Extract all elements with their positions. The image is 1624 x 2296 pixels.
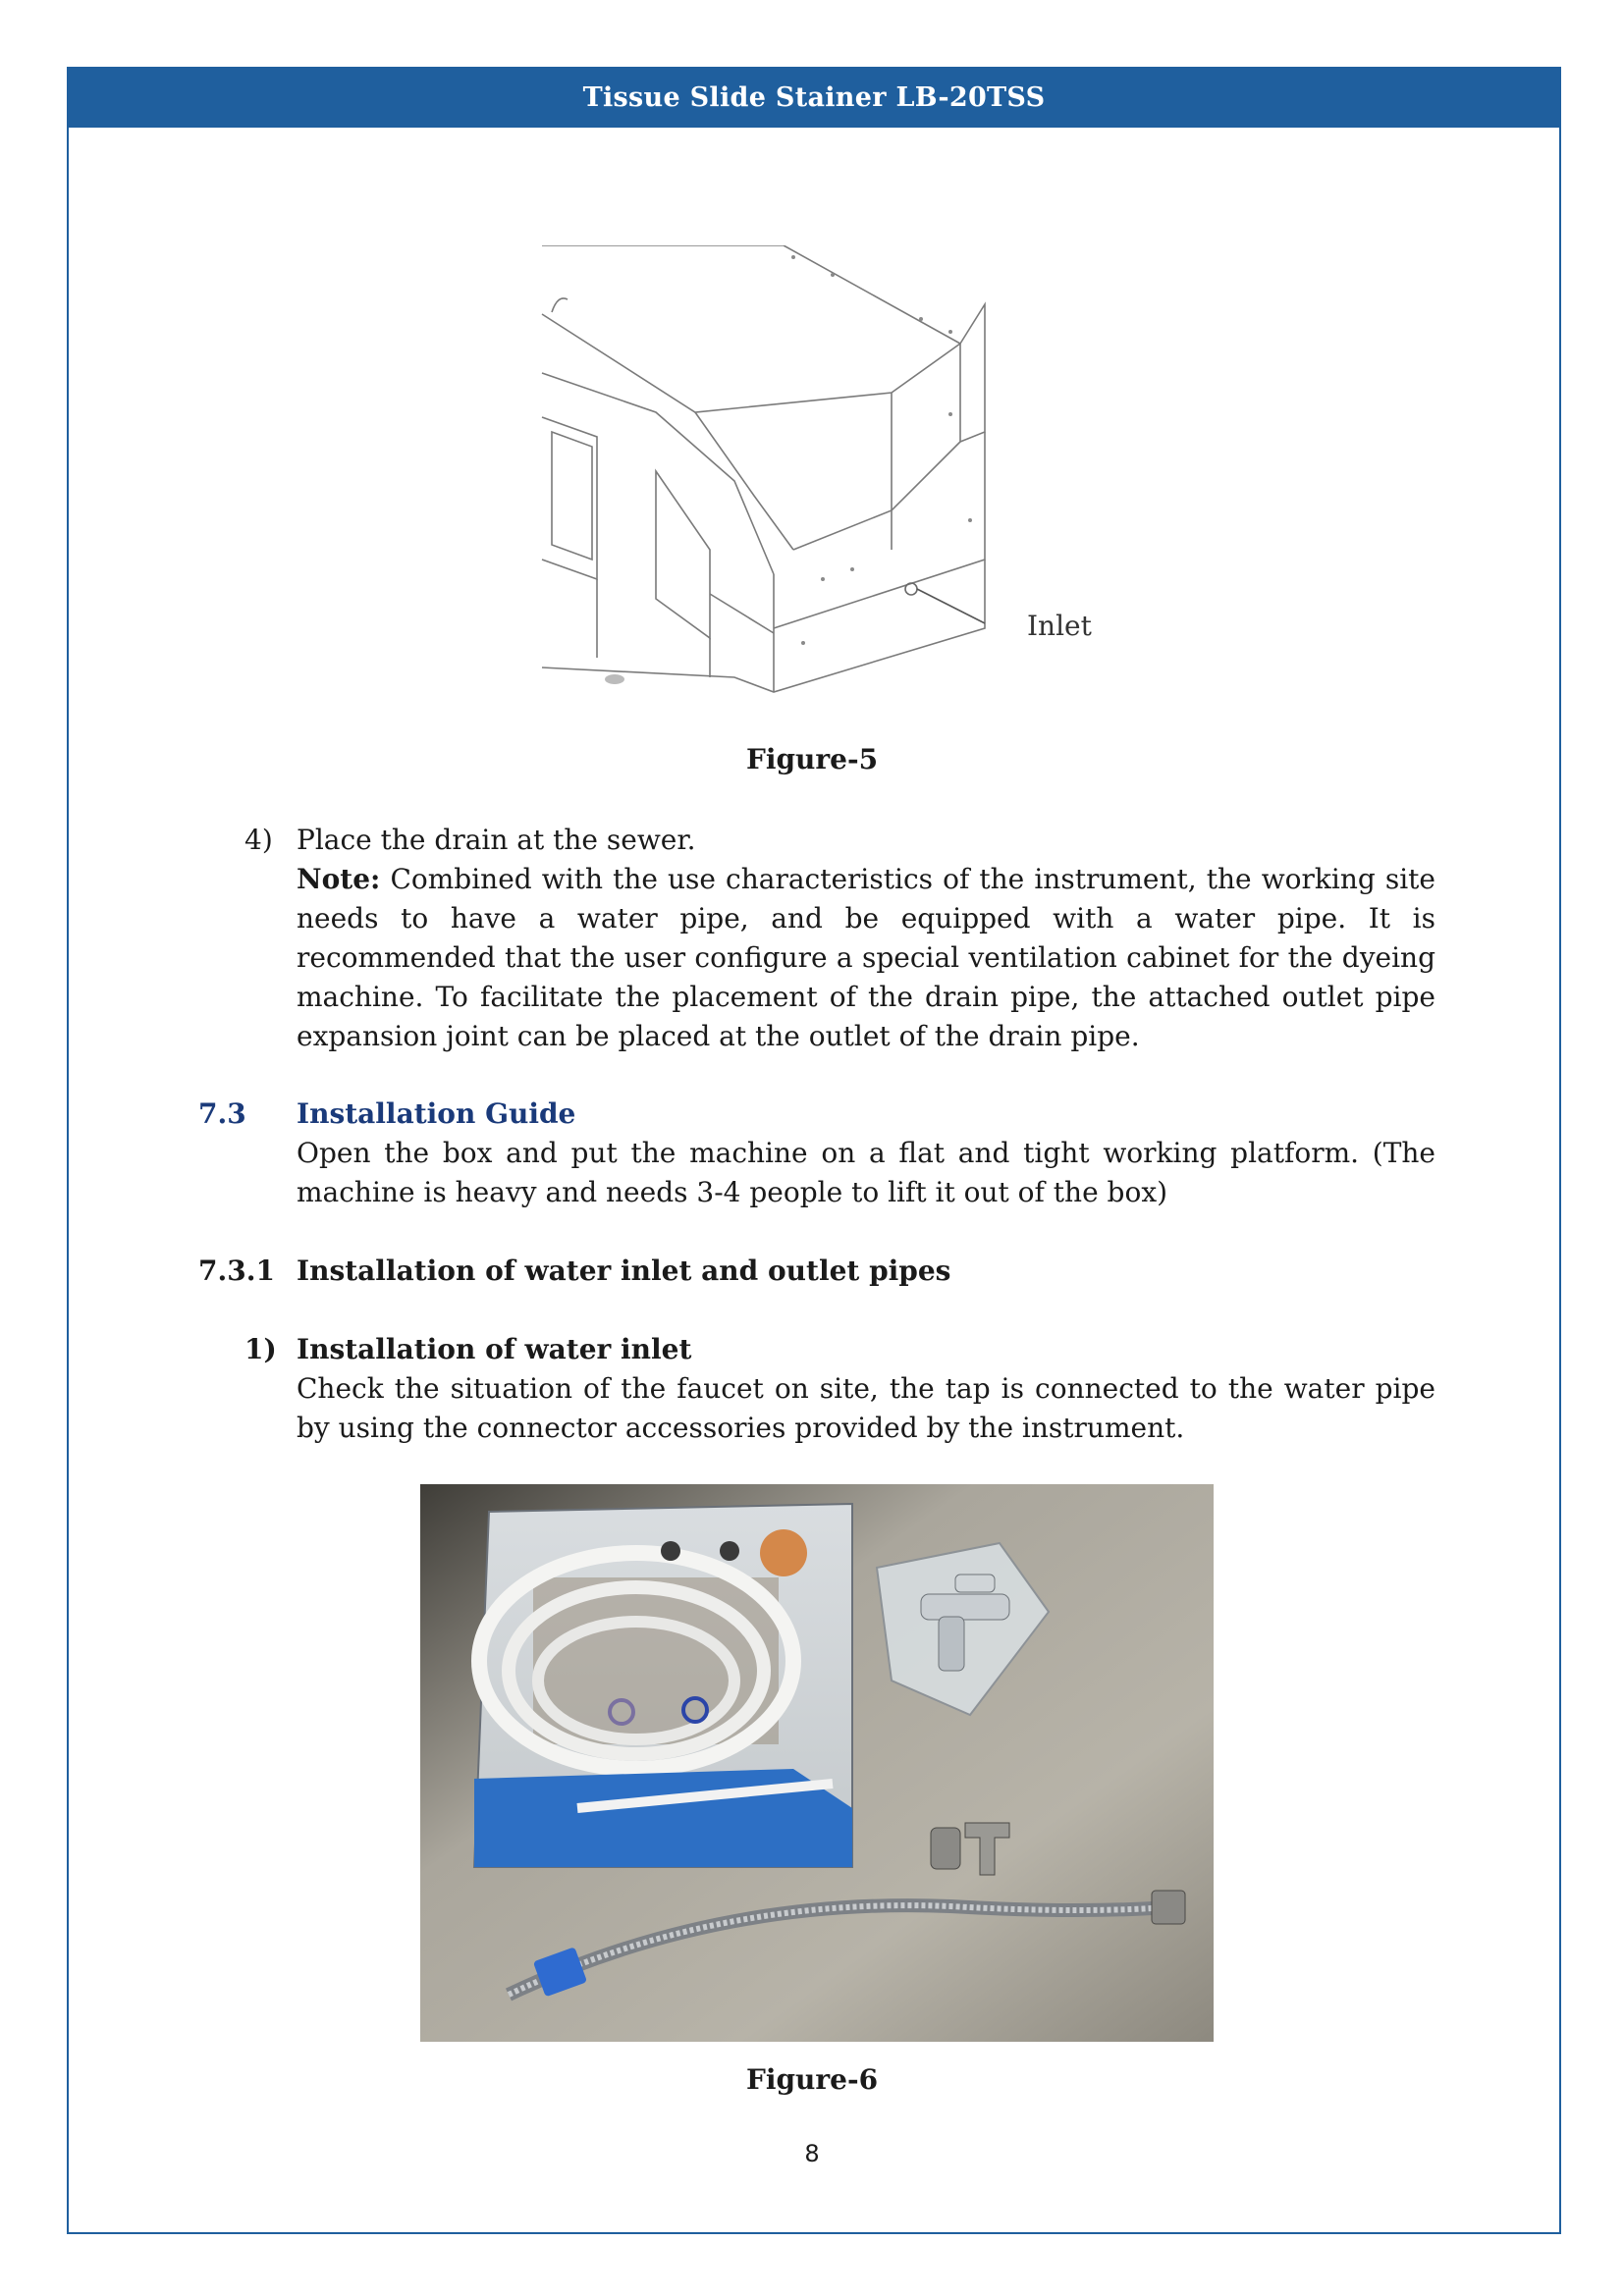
section-7-3-1-title: Installation of water inlet and outlet pipes xyxy=(297,1255,951,1287)
step-1-title: Installation of water inlet xyxy=(297,1333,692,1365)
document-title: Tissue Slide Stainer LB-20TSS xyxy=(582,81,1046,113)
note-label: Note: xyxy=(297,863,381,895)
document-header xyxy=(67,67,1561,128)
figure-6-photo xyxy=(420,1484,1214,2042)
page-number: 8 xyxy=(804,2140,820,2167)
step-1-text: Check the situation of the faucet on site, the tap is connected to the water pipe by using the connector accessories provided by the instrument. xyxy=(297,1372,1435,1444)
figure-5-machine-drawing xyxy=(538,245,1098,697)
figure-5-caption: Figure-5 xyxy=(745,743,879,775)
step-4-text: Place the drain at the sewer. xyxy=(297,824,696,856)
section-7-3-title: Installation Guide xyxy=(297,1097,576,1130)
section-7-3-text: Open the box and put the machine on a flat and tight working platform. (The machine is heavy and needs 3-4 people to lift it out of the box) xyxy=(297,1137,1435,1208)
figure-6-caption: Figure-6 xyxy=(745,2063,879,2096)
step-4-number: 4) xyxy=(244,824,273,856)
step-1-number: 1) xyxy=(244,1333,277,1365)
note-text: Combined with the use characteristics of the instrument, the working site needs to have a water pipe, and be equipped with a water pipe. It is recommended that the user configure a special ventilation cabinet for the dyeing machine. To facilitate the placement of the drain pipe, the attached outlet pipe expansion joint can be placed at the outlet of the drain pipe. xyxy=(297,863,1436,1052)
section-7-3-number: 7.3 xyxy=(198,1097,246,1130)
step-4-note xyxy=(297,860,1435,1056)
section-7-3-1-number: 7.3.1 xyxy=(198,1255,275,1287)
inlet-label: Inlet xyxy=(1027,610,1092,642)
